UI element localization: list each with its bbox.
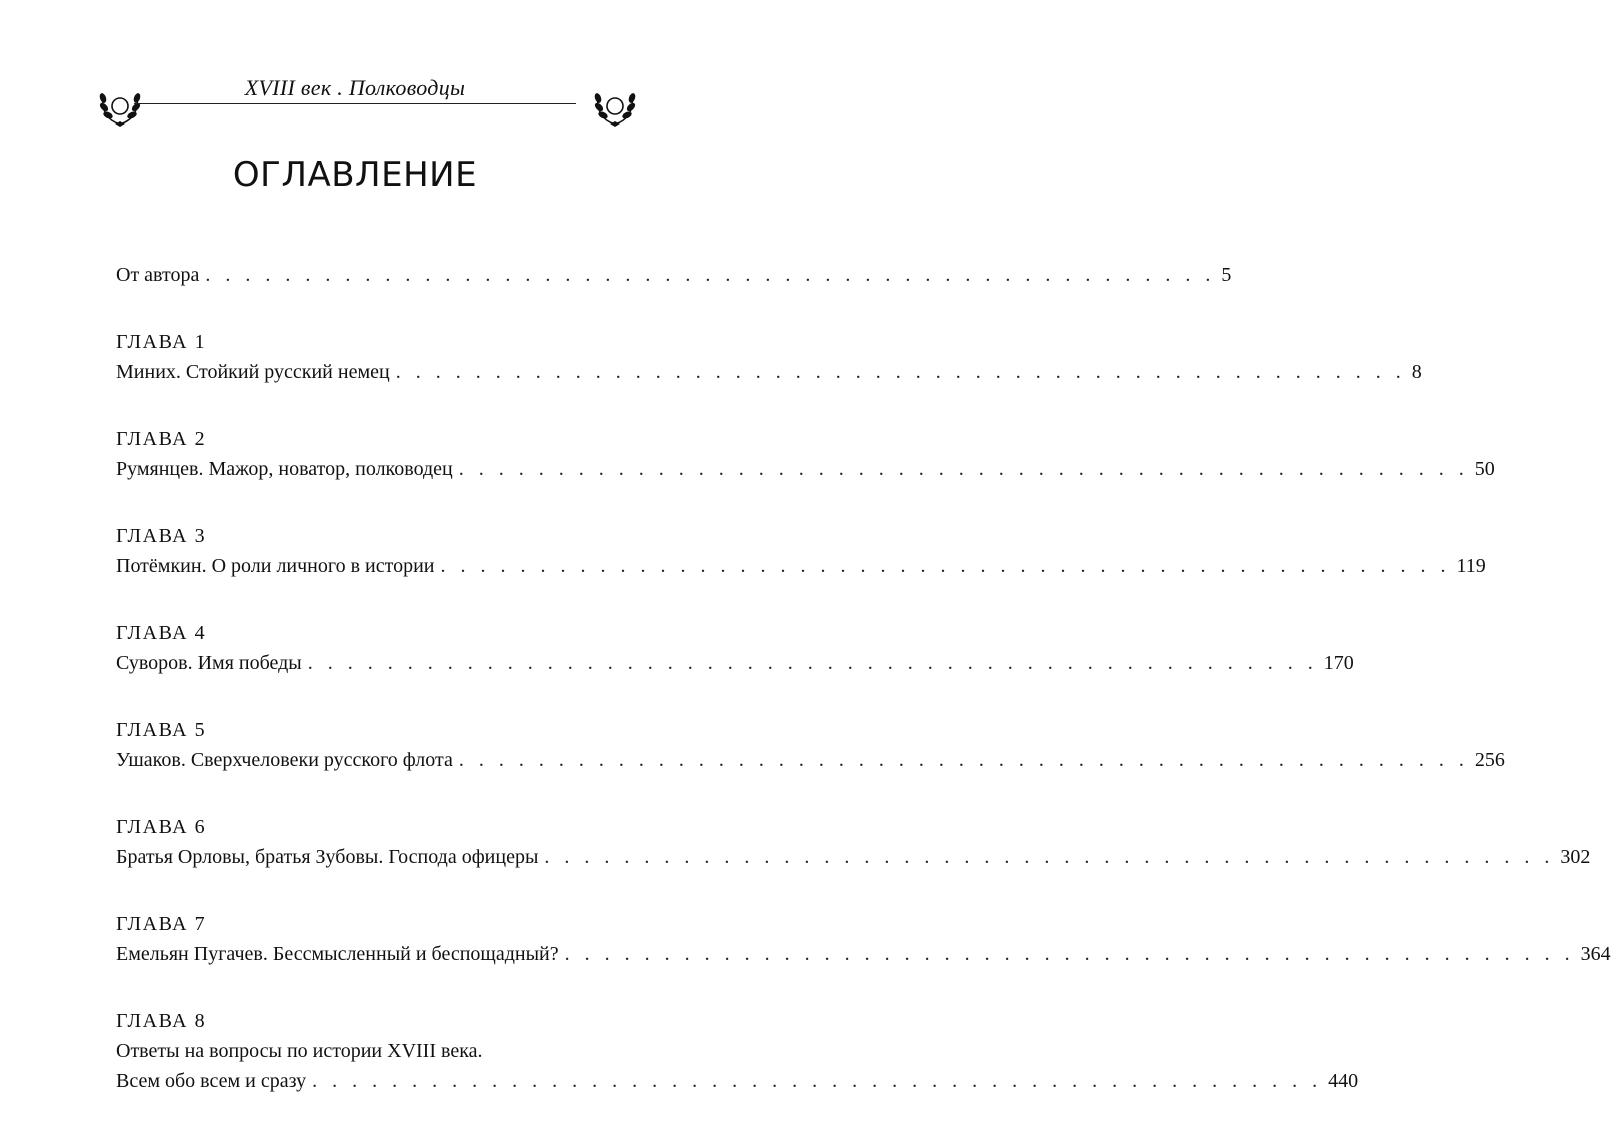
toc-line xyxy=(116,939,1611,969)
toc-line xyxy=(116,551,1486,581)
toc-entry-title: Миних. Стойкий русский немец xyxy=(116,361,390,383)
running-header xyxy=(0,0,710,140)
chapter-label: ГЛАВА 1 xyxy=(116,331,207,353)
chapter-label: ГЛАВА 5 xyxy=(116,719,207,741)
toc-line xyxy=(116,454,1495,484)
toc-page-number: 256 xyxy=(1474,749,1505,771)
toc-entry[interactable] xyxy=(116,812,1591,872)
dot-leader: . . . . . . . . . . . . . . . . . . . . . . . . . . . . . . . . . . . . . . . . . . . . . . . . . . . xyxy=(307,652,1318,674)
toc-entry-title: Потёмкин. О роли личного в истории xyxy=(116,555,435,577)
toc-page-number: 302 xyxy=(1560,846,1591,868)
toc-page-number: 119 xyxy=(1456,555,1486,577)
toc-entry-subtitle: Ответы на вопросы по истории XVIII века. xyxy=(116,1040,483,1062)
dot-leader: . . . . . . . . . . . . . . . . . . . . . . . . . . . . . . . . . . . . . . . . . . . . . . . . . . . xyxy=(312,1070,1323,1092)
toc-page-number: 8 xyxy=(1411,361,1422,383)
toc-entry[interactable] xyxy=(116,618,1354,678)
chapter-label: ГЛАВА 6 xyxy=(116,816,207,838)
chapter-label: ГЛАВА 3 xyxy=(116,525,207,547)
toc-entry[interactable] xyxy=(116,424,1495,484)
chapter-label: ГЛАВА 8 xyxy=(116,1010,207,1032)
toc-entry-title: Ушаков. Сверхчеловеки русского флота xyxy=(116,749,453,771)
toc-entry-title: Емельян Пугачев. Бессмысленный и беспощадный? xyxy=(116,943,559,965)
running-title: XVIII век . Полководцы xyxy=(244,75,466,100)
dot-leader: . . . . . . . . . . . . . . . . . . . . . . . . . . . . . . . . . . . . . . . . . . . . . . . . . . . xyxy=(544,846,1555,868)
toc-entry[interactable] xyxy=(116,327,1422,387)
header-rule xyxy=(134,103,576,104)
toc-page-number: 50 xyxy=(1474,458,1495,480)
toc-entry[interactable] xyxy=(116,909,1611,969)
toc-entry-title: Румянцев. Мажор, новатор, полководец xyxy=(116,458,453,480)
toc-entry-title: Всем обо всем и сразу xyxy=(116,1070,307,1092)
toc-line xyxy=(116,357,1422,387)
dot-leader: . . . . . . . . . . . . . . . . . . . . . . . . . . . . . . . . . . . . . . . . . . . . . . . . . . . xyxy=(440,555,1451,577)
dot-leader: . . . . . . . . . . . . . . . . . . . . . . . . . . . . . . . . . . . . . . . . . . . . . . . . . . . xyxy=(564,943,1575,965)
toc-line xyxy=(116,260,1232,290)
chapter-label: ГЛАВА 2 xyxy=(116,428,207,450)
toc-entry[interactable] xyxy=(116,260,1232,290)
toc-entry[interactable] xyxy=(116,1006,1359,1096)
toc-page-number: 440 xyxy=(1328,1070,1359,1092)
toc-page-number: 170 xyxy=(1323,652,1354,674)
dot-leader: . . . . . . . . . . . . . . . . . . . . . . . . . . . . . . . . . . . . . . . . . . . . . . . . . . . xyxy=(458,749,1469,771)
toc-page-number: 5 xyxy=(1221,264,1232,286)
toc-line xyxy=(116,648,1354,678)
laurel-wreath-icon xyxy=(590,80,640,130)
table-of-contents xyxy=(116,260,1611,1133)
page-title: ОГЛАВЛЕНИЕ xyxy=(232,155,478,195)
toc-entry[interactable] xyxy=(116,521,1486,581)
toc-entry-title: Братья Орловы, братья Зубовы. Господа офицеры xyxy=(116,846,539,868)
chapter-label: ГЛАВА 4 xyxy=(116,622,207,644)
toc-line xyxy=(116,1066,1359,1096)
dot-leader: . . . . . . . . . . . . . . . . . . . . . . . . . . . . . . . . . . . . . . . . . . . . . . . . . . . xyxy=(395,361,1406,383)
toc-line xyxy=(116,745,1505,775)
toc-page-number: 364 xyxy=(1580,943,1611,965)
toc-entry-title: От автора xyxy=(116,264,200,286)
toc-line xyxy=(116,842,1591,872)
toc-entry[interactable] xyxy=(116,715,1505,775)
dot-leader: . . . . . . . . . . . . . . . . . . . . . . . . . . . . . . . . . . . . . . . . . . . . . . . . . . . xyxy=(458,458,1469,480)
toc-entry-title: Суворов. Имя победы xyxy=(116,652,302,674)
chapter-label: ГЛАВА 7 xyxy=(116,913,207,935)
dot-leader: . . . . . . . . . . . . . . . . . . . . . . . . . . . . . . . . . . . . . . . . . . . . . . . . . . . xyxy=(205,264,1216,286)
